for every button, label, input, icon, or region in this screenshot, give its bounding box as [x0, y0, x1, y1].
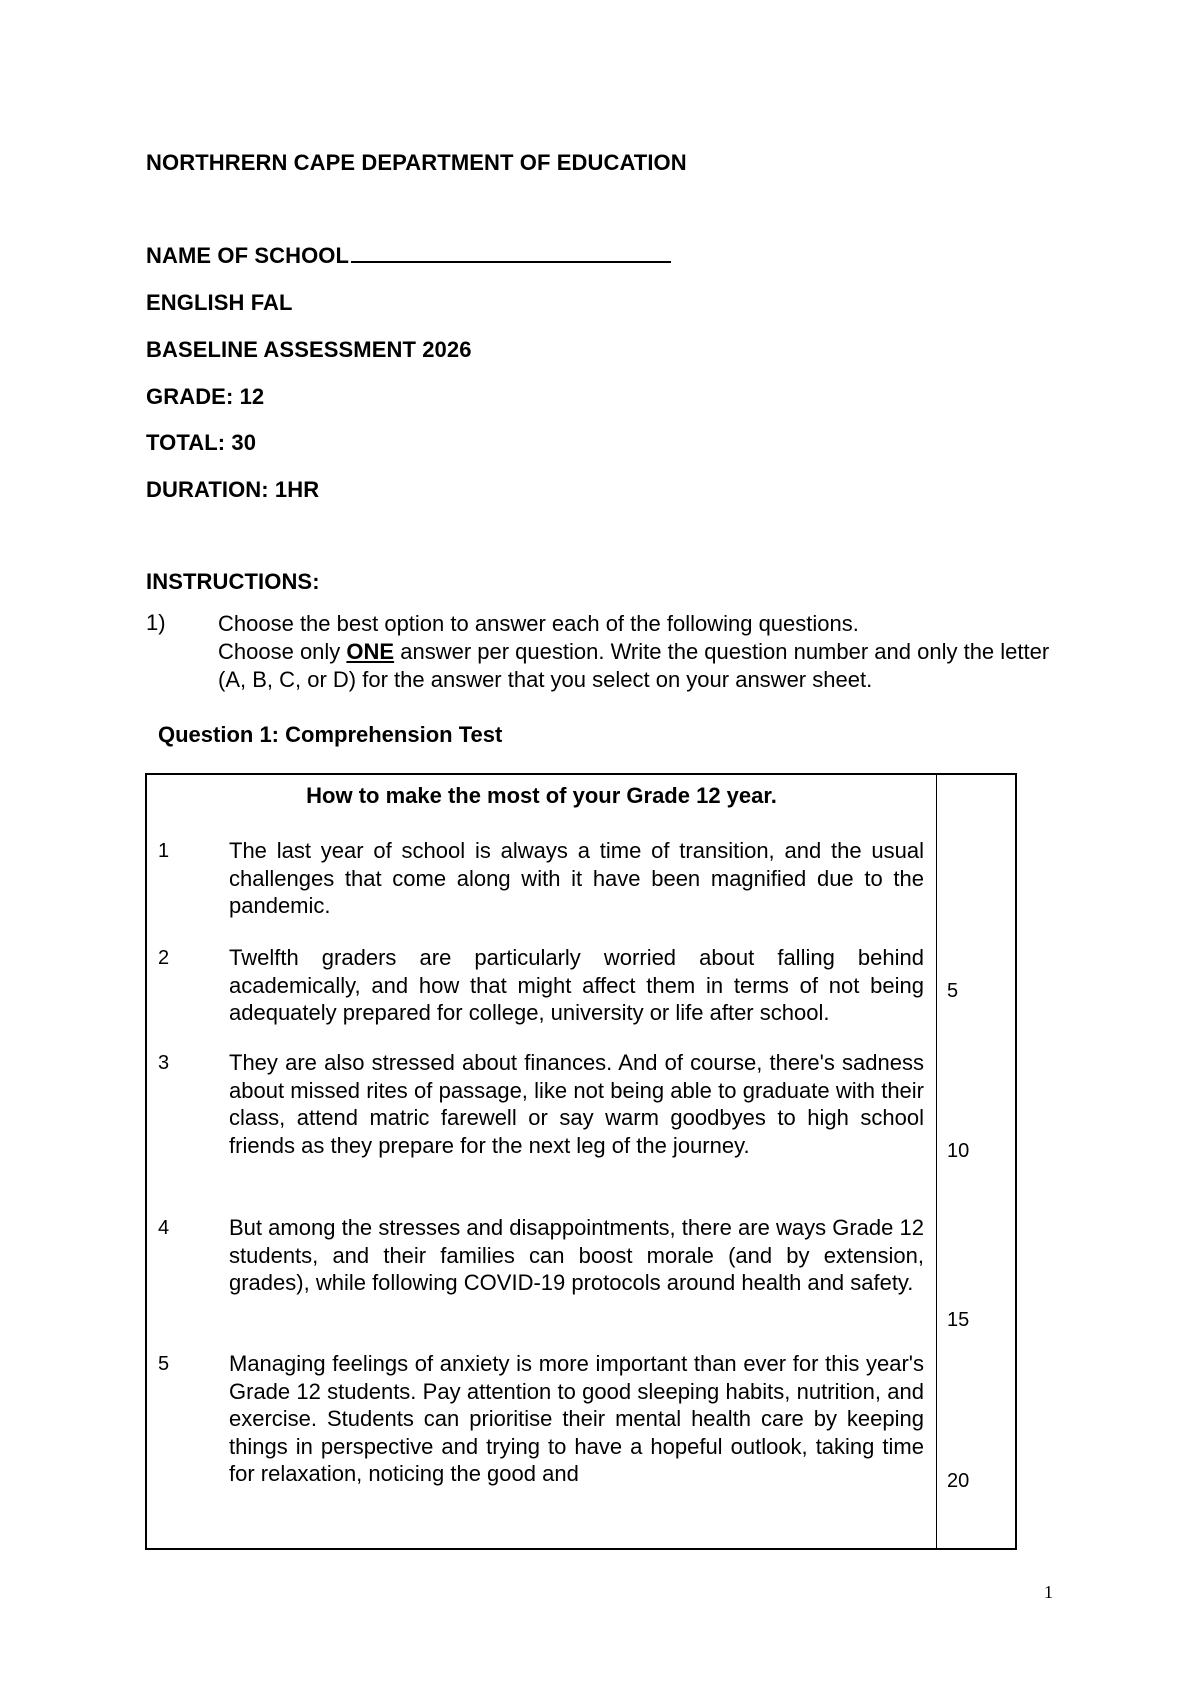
instruction-number: 1)	[146, 610, 166, 635]
line-number-divider	[936, 775, 937, 1548]
article-title: How to make the most of your Grade 12 year.	[306, 783, 777, 808]
line-number: 5	[947, 980, 959, 1002]
paragraph-text: Managing feelings of anxiety is more important than ever for this year's Grade 12 students. Pay attention to good sleeping habits, nutrition, and exercise. Students can prioritise their mental health care by keeping things in perspective and trying to have a hopeful outlook, taking time for relaxation, noticing the good and	[229, 1351, 924, 1487]
instruction-text	[218, 610, 1078, 694]
paragraph-text: They are also stressed about finances. And of course, there's sadness about missed rites of passage, like not being able to graduate with their class, attend matric farewell or say warm goodbyes to high school friends as they prepare for the next leg of the journey.	[229, 1050, 924, 1158]
paragraph-text: But among the stresses and disappointments, there are ways Grade 12 students, and their families can boost morale (and by extension, grades), while following COVID-19 protocols around health and safety.	[229, 1215, 924, 1296]
paragraph-number: 4	[158, 1217, 170, 1239]
school-name-blank	[351, 243, 671, 263]
subject: ENGLISH FAL	[146, 290, 293, 315]
grade: GRADE: 12	[146, 384, 265, 409]
assessment-title: BASELINE ASSESSMENT 2026	[146, 337, 472, 362]
instructions-heading: INSTRUCTIONS:	[146, 569, 320, 594]
comprehension-passage-box	[145, 773, 1017, 1550]
question-title: Question 1: Comprehension Test	[158, 722, 503, 747]
paragraph-number: 2	[158, 947, 170, 969]
paragraph-text: Twelfth graders are particularly worried about falling behind academically, and how that might affect them in terms of not being adequately prepared for college, university or life after school.	[229, 945, 924, 1026]
paragraph-text: The last year of school is always a time of transition, and the usual challenges that come along with it have been magnified due to the pandemic.	[229, 838, 924, 919]
line-number: 20	[947, 1470, 970, 1492]
department-heading: NORTHRERN CAPE DEPARTMENT OF EDUCATION	[146, 150, 687, 175]
line-number: 15	[947, 1309, 970, 1331]
school-name-line	[146, 243, 671, 269]
instruction-line-1: Choose the best option to answer each of the following questions.	[218, 611, 859, 636]
duration: DURATION: 1HR	[146, 477, 320, 502]
paragraph-number: 3	[158, 1052, 170, 1074]
line-number: 10	[947, 1140, 970, 1162]
total-marks: TOTAL: 30	[146, 430, 257, 455]
instruction-emphasis: ONE	[346, 639, 395, 664]
paragraph-number: 5	[158, 1353, 170, 1375]
page-number: 1	[1044, 1582, 1053, 1602]
instruction-line-2-end: answer per question. Write the question number and only the letter (A, B, C, or D) for the answer that you select on your answer sheet.	[218, 639, 1050, 692]
school-name-label: NAME OF SCHOOL	[146, 243, 350, 268]
paragraph-number: 1	[158, 840, 170, 862]
instruction-line-2-start: Choose only	[218, 639, 347, 664]
